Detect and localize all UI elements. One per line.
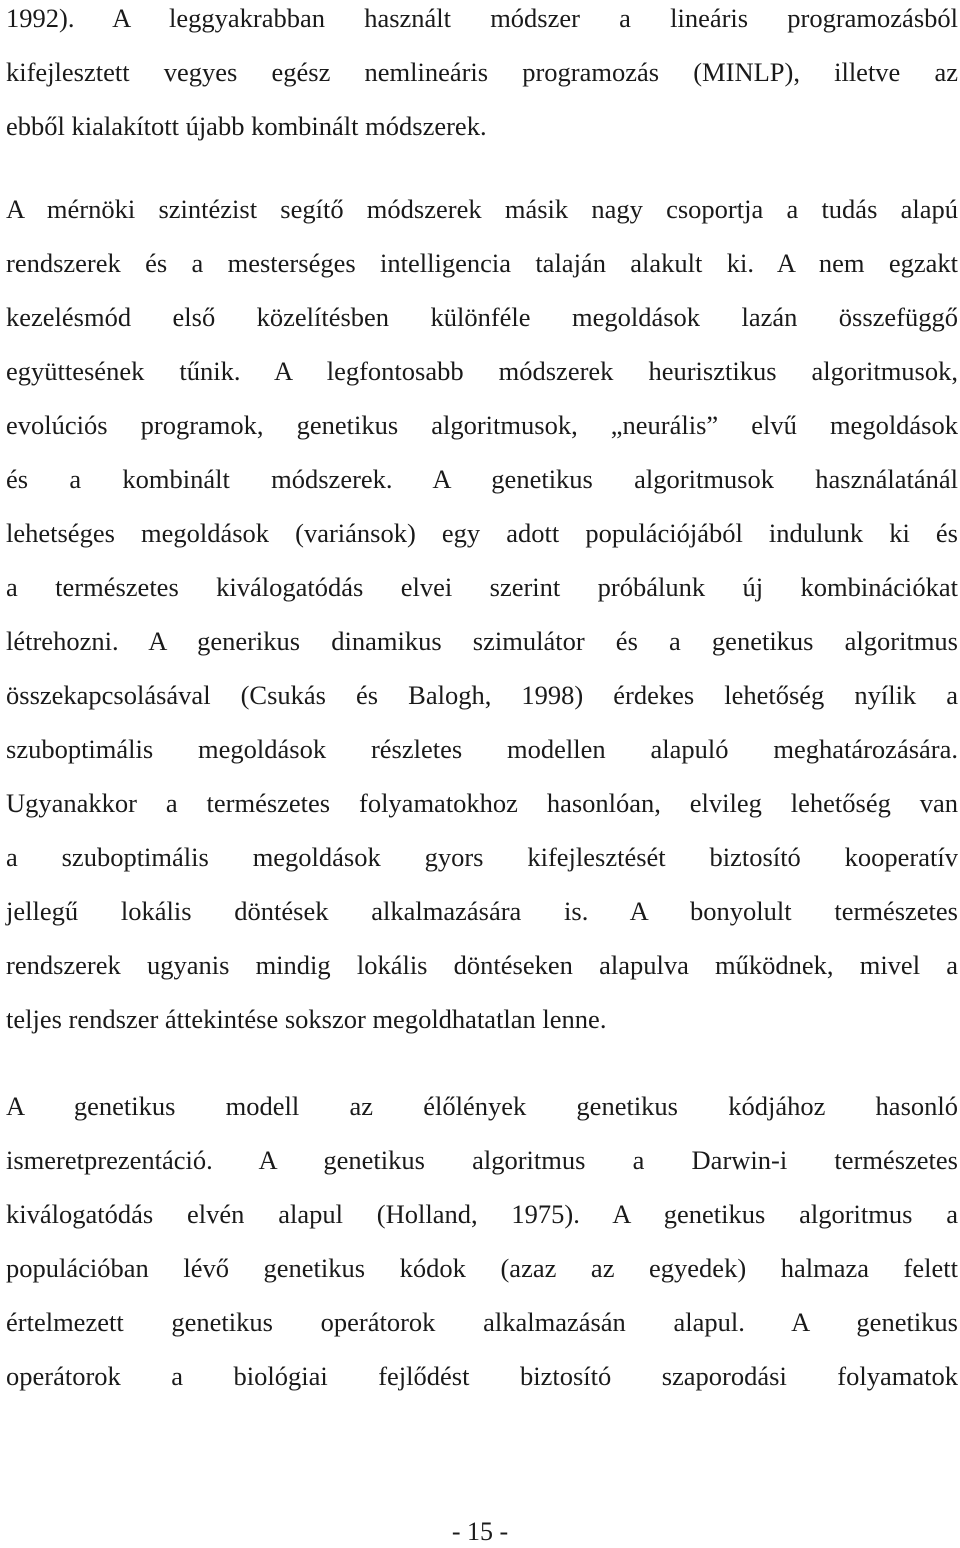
text-line: ebből kialakított újabb kombinált módszerek.: [6, 111, 487, 141]
text-line: teljes rendszer áttekintése sokszor megoldhatatlan lenne.: [6, 1004, 607, 1034]
text-line: a szuboptimális megoldások gyors kifejlesztését biztosító kooperatív: [6, 842, 958, 872]
text-line: populációban lévő genetikus kódok (azaz az egyedek) halmaza felett: [6, 1253, 958, 1283]
text-line: rendszerek ugyanis mindig lokális döntéseken alapulva működnek, mivel a: [6, 950, 958, 980]
text-line: értelmezett genetikus operátorok alkalmazásán alapul. A genetikus: [6, 1307, 958, 1337]
text-line: Ugyanakkor a természetes folyamatokhoz hasonlóan, elvileg lehetőség van: [6, 788, 958, 818]
text-line: kifejlesztett vegyes egész nemlineáris programozás (MINLP), illetve az: [6, 57, 958, 87]
text-line: kiválogatódás elvén alapul (Holland, 1975). A genetikus algoritmus a: [6, 1199, 958, 1229]
text-line: és a kombinált módszerek. A genetikus algoritmusok használatánál: [6, 464, 958, 494]
text-line: összekapcsolásával (Csukás és Balogh, 1998) érdekes lehetőség nyílik a: [6, 680, 958, 710]
text-line: szuboptimális megoldások részletes modellen alapuló meghatározására.: [6, 734, 958, 764]
text-line: operátorok a biológiai fejlődést biztosító szaporodási folyamatok: [6, 1361, 958, 1391]
text-line: rendszerek és a mesterséges intelligencia talaján alakult ki. A nem egzakt: [6, 248, 958, 278]
page-number: - 15 -: [451, 1517, 509, 1546]
text-line: jellegű lokális döntések alkalmazására is. A bonyolult természetes: [6, 896, 958, 926]
text-line: lehetséges megoldások (variánsok) egy adott populációjából indulunk ki és: [6, 518, 958, 548]
text-line: 1992). A leggyakrabban használt módszer a lineáris programozásból: [6, 3, 958, 33]
text-line: ismeretprezentáció. A genetikus algoritmus a Darwin-i természetes: [6, 1145, 958, 1175]
text-line: evolúciós programok, genetikus algoritmusok, „neurális” elvű megoldások: [6, 410, 958, 440]
text-line: kezelésmód első közelítésben különféle megoldások lazán összefüggő: [6, 302, 958, 332]
text-line: a természetes kiválogatódás elvei szerint próbálunk új kombinációkat: [6, 572, 958, 602]
text-line: létrehozni. A generikus dinamikus szimulátor és a genetikus algoritmus: [6, 626, 958, 656]
text-line: együttesének tűnik. A legfontosabb módszerek heurisztikus algoritmusok,: [6, 356, 958, 386]
text-line: A genetikus modell az élőlények genetikus kódjához hasonló: [6, 1091, 958, 1121]
text-line: A mérnöki szintézist segítő módszerek másik nagy csoportja a tudás alapú: [6, 194, 958, 224]
